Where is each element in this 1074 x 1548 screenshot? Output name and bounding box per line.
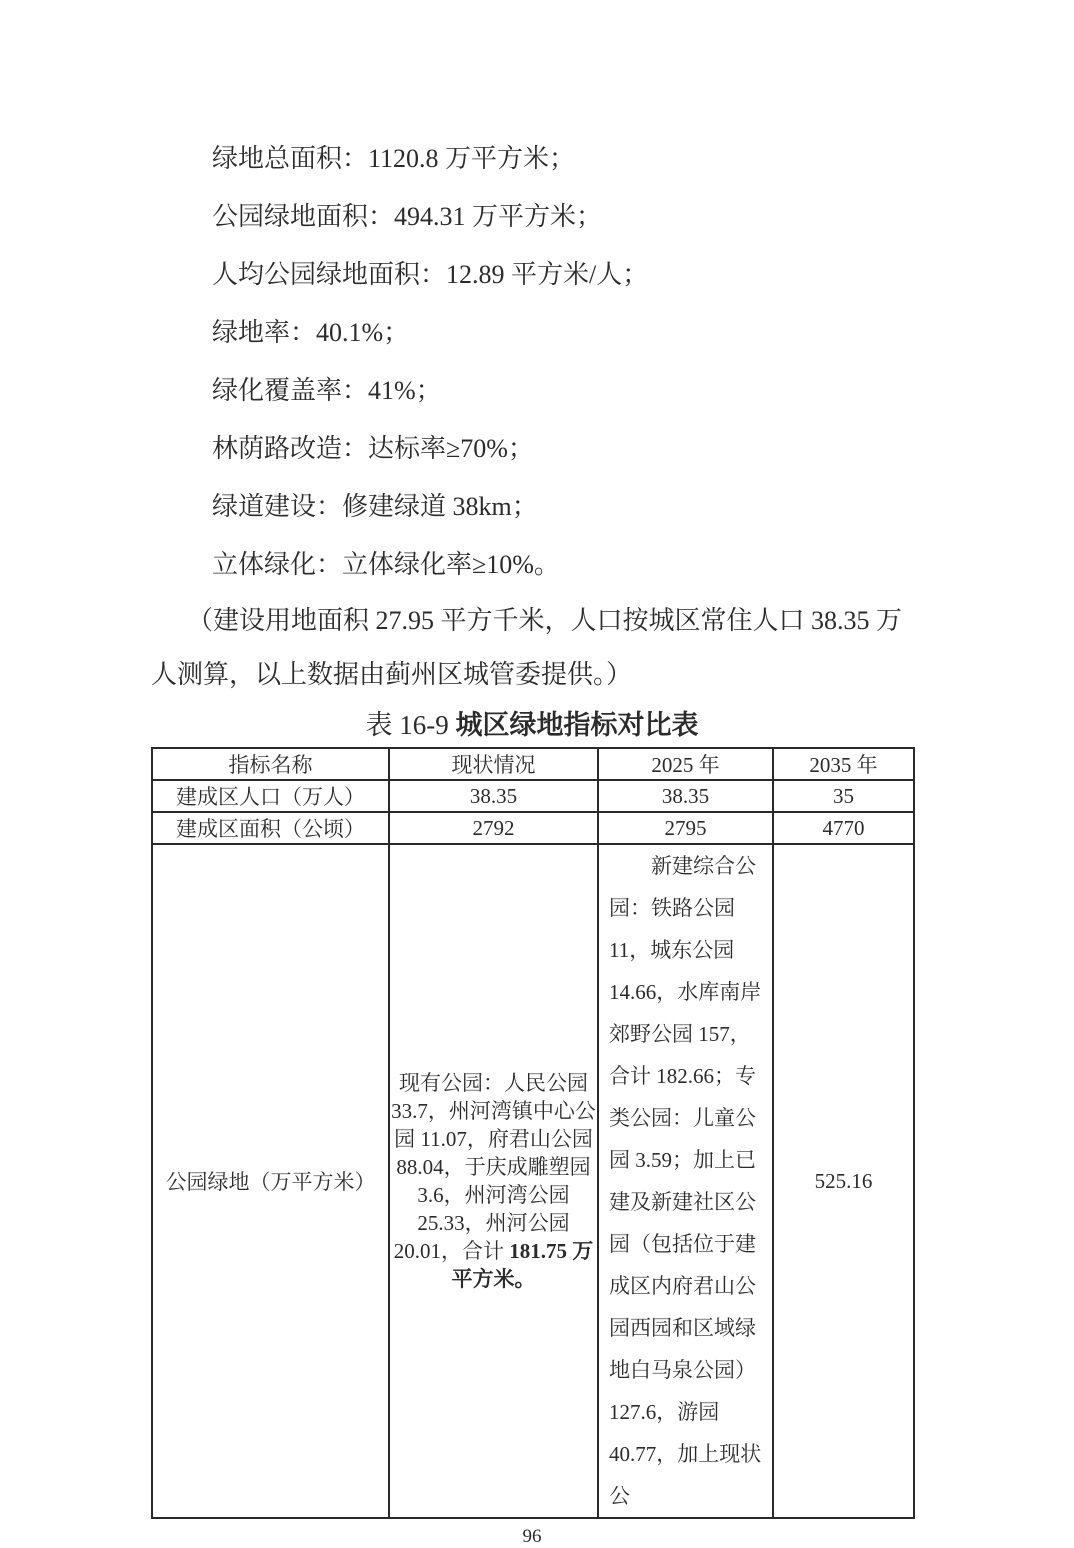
green-space-indicator-list (151, 0, 913, 594)
note-line-2: 人测算，以上数据由蓟州区城管委提供。） (151, 660, 633, 689)
table-header-row (152, 748, 914, 780)
population-current: 38.35 (389, 780, 598, 812)
population-2025: 38.35 (598, 780, 773, 812)
indicator-vertical-greening: 立体绿化：立体绿化率≥10%。 (212, 550, 560, 579)
table-row-built-area (152, 812, 914, 844)
indicator-shaded-road: 林荫路改造：达标率≥70%； (212, 434, 534, 463)
table-caption-number: 表 16-9 (365, 710, 456, 740)
table-row-park-green (152, 844, 914, 1518)
page-number: 96 (522, 1526, 542, 1547)
header-indicator-name: 指标名称 (152, 748, 389, 780)
park-green-label: 公园绿地（万平方米） (152, 844, 389, 1518)
indicator-green-coverage-rate: 绿化覆盖率：41%； (212, 376, 442, 405)
table-caption-title: 城区绿地指标对比表 (455, 710, 699, 740)
indicator-per-capita-park-area: 人均公园绿地面积：12.89 平方米/人； (212, 260, 649, 289)
built-area-2035: 4770 (773, 812, 914, 844)
park-green-current-total: 181.75 万平方米。 (451, 1239, 594, 1291)
table-row-population (152, 780, 914, 812)
header-year-2025: 2025 年 (598, 748, 773, 780)
page-content (151, 0, 913, 1548)
note-line-1: （建设用地面积 27.95 平方千米，人口按城区常住人口 38.35 万 (187, 606, 903, 635)
built-area-label: 建成区面积（公顷） (152, 812, 389, 844)
park-green-2025-cell (598, 844, 773, 1518)
indicator-total-green-area: 绿地总面积：1120.8 万平方米； (212, 144, 576, 173)
indicator-greenway: 绿道建设：修建绿道 38km； (212, 492, 538, 521)
header-current-status: 现状情况 (389, 748, 598, 780)
population-2035: 35 (773, 780, 914, 812)
built-area-current: 2792 (389, 812, 598, 844)
park-green-current-cell (389, 844, 598, 1518)
indicator-green-space-rate: 绿地率：40.1%； (212, 318, 410, 347)
park-green-current-text: 现有公园：人民公园 33.7，州河湾镇中心公园 11.07，府君山公园 88.04，于庆成雕塑园 3.6，州河湾公园 25.33，州河公园 20.01，合计 (391, 1071, 596, 1263)
park-green-2025-text: 新建综合公园：铁路公园 11，城东公园 14.66，水库南岸郊野公园 157，合计 182.66；专类公园：儿童公园 3.59；加上已建及新建社区公园（包括位于建成区内府君山公园西园和区域绿地白马泉公园）127.6，游园 40.77，加上现状公 (609, 854, 762, 1508)
indicator-park-green-area: 公园绿地面积：494.31 万平方米； (212, 202, 603, 231)
built-area-2025: 2795 (598, 812, 773, 844)
data-source-note (151, 594, 913, 702)
population-label: 建成区人口（万人） (152, 780, 389, 812)
green-space-comparison-table (151, 747, 915, 1519)
table-caption (151, 703, 913, 747)
park-green-2035-value: 525.16 (773, 844, 914, 1518)
header-year-2035: 2035 年 (773, 748, 914, 780)
